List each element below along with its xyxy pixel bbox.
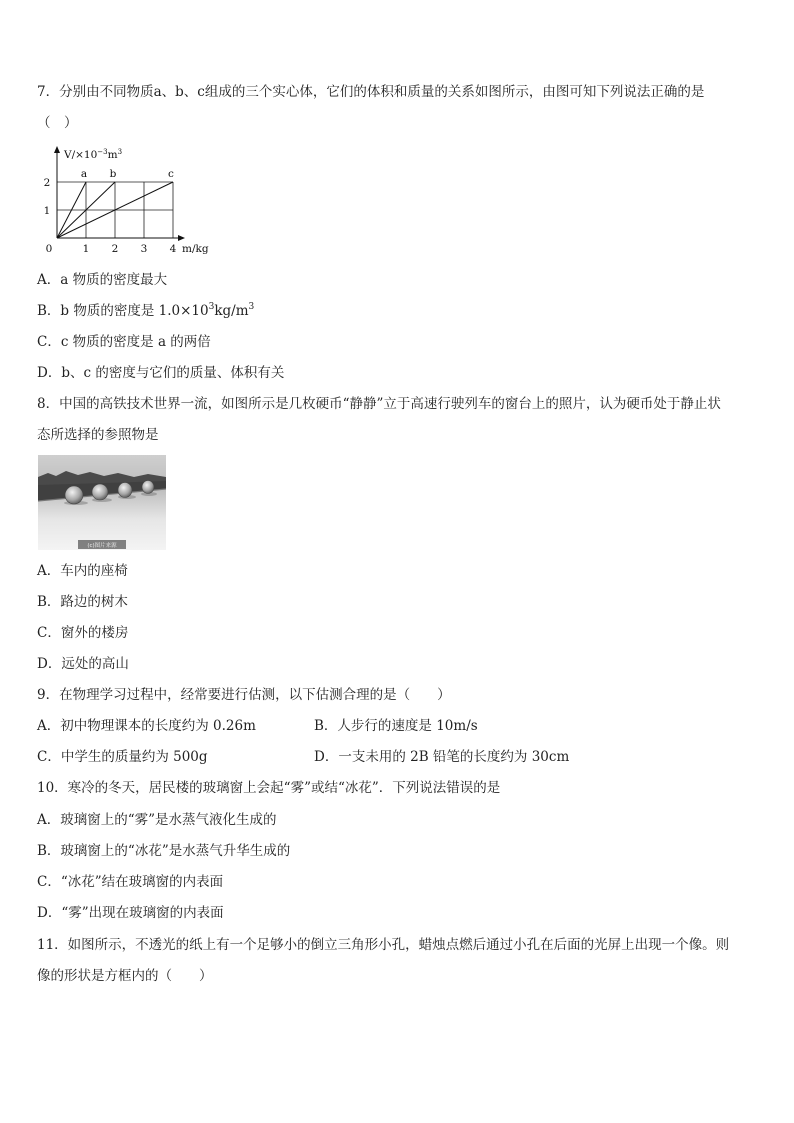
q7-option-b-unit-exp: 3 xyxy=(248,302,255,312)
chart-series-label-c: c xyxy=(168,168,174,180)
q8-option-d[interactable]: D．远处的高山 xyxy=(37,656,129,672)
q9-option-d[interactable]: D．一支未用的 2B 铅笔的长度约为 30cm xyxy=(314,749,570,765)
q9-option-a[interactable]: A．初中物理课本的长度约为 0.26m xyxy=(37,718,256,734)
chart-labels xyxy=(44,148,209,255)
q10-option-c[interactable]: C．“冰花”结在玻璃窗的内表面 xyxy=(37,874,224,890)
q8-stem-line2: 态所选择的参照物是 xyxy=(37,427,159,443)
chart-y-tick-label-2: 2 xyxy=(43,177,51,189)
chart-x-tick-label-3: 3 xyxy=(140,243,148,255)
q7-option-c[interactable]: C．c 物质的密度是 a 的两倍 xyxy=(37,334,211,350)
chart-x-axis-arrow xyxy=(178,235,185,241)
q9-option-b[interactable]: B．人步行的速度是 10m/s xyxy=(314,718,478,734)
chart-x-axis-label: m/kg xyxy=(182,243,209,255)
q10-option-a[interactable]: A．玻璃窗上的“雾”是水蒸气液化生成的 xyxy=(37,812,277,828)
q9-stem: 9．在物理学习过程中，经常要进行估测，以下估测合理的是（ ） xyxy=(37,687,451,703)
q11-stem-line1: 11．如图所示，不透光的纸上有一个足够小的倒立三角形小孔，蜡烛点燃后通过小孔在后面的光屏上出现一个像。则 xyxy=(37,937,730,953)
chart-origin-label: 0 xyxy=(45,243,53,255)
q10-stem: 10．寒冷的冬天，居民楼的玻璃窗上会起“雾”或结“冰花”．下列说法错误的是 xyxy=(37,780,501,796)
q7-option-a[interactable]: A．a 物质的密度最大 xyxy=(37,272,168,288)
q8-stem-line1: 8．中国的高铁技术世界一流，如图所示是几枚硬币“静静”立于高速行驶列车的窗台上的照片，认为硬币处于静止状 xyxy=(37,396,721,412)
q7-option-b[interactable] xyxy=(37,302,254,320)
chart-x-tick-label-4: 4 xyxy=(169,243,177,255)
q8-coins-photo xyxy=(38,455,166,550)
chart-y-tick-label-1: 1 xyxy=(43,205,51,217)
q10-option-b[interactable]: B．玻璃窗上的“冰花”是水蒸气升华生成的 xyxy=(37,843,291,859)
q7-stem-line2: （ ） xyxy=(37,115,78,131)
q10-option-d[interactable]: D．“雾”出现在玻璃窗的内表面 xyxy=(37,905,224,921)
chart-x-tick-label-2: 2 xyxy=(111,243,119,255)
q8-option-a[interactable]: A．车内的座椅 xyxy=(37,563,128,579)
q7-option-b-prefix: B．b 物质的密度是 1.0×10 xyxy=(37,303,209,319)
q9-option-c[interactable]: C．中学生的质量约为 500g xyxy=(37,749,208,765)
chart-y-axis-label: $V/\times 10^{-3}m^3$ xyxy=(64,148,123,161)
chart-series-label-b: b xyxy=(109,168,117,180)
q7-volume-mass-chart xyxy=(40,142,215,260)
q7-stem-line1: 7．分别由不同物质a、b、c组成的三个实心体，它们的体积和质量的关系如图所示，由图可知下列说法正确的是 xyxy=(37,84,705,100)
q7-option-d[interactable]: D．b、c 的密度与它们的质量、体积有关 xyxy=(37,365,285,381)
q8-photo-caption: (c)图片来源 xyxy=(87,543,117,549)
q8-option-c[interactable]: C．窗外的楼房 xyxy=(37,625,129,641)
q7-option-b-unit: kg/m xyxy=(214,303,249,319)
chart-x-tick-label-1: 1 xyxy=(82,243,90,255)
chart-series-label-a: a xyxy=(80,168,88,180)
chart-y-axis-arrow xyxy=(54,146,60,153)
q11-stem-line2: 像的形状是方框内的（ ） xyxy=(37,968,213,984)
q8-option-b[interactable]: B．路边的树木 xyxy=(37,594,128,610)
q7-option-b-exp: 3 xyxy=(208,302,215,312)
